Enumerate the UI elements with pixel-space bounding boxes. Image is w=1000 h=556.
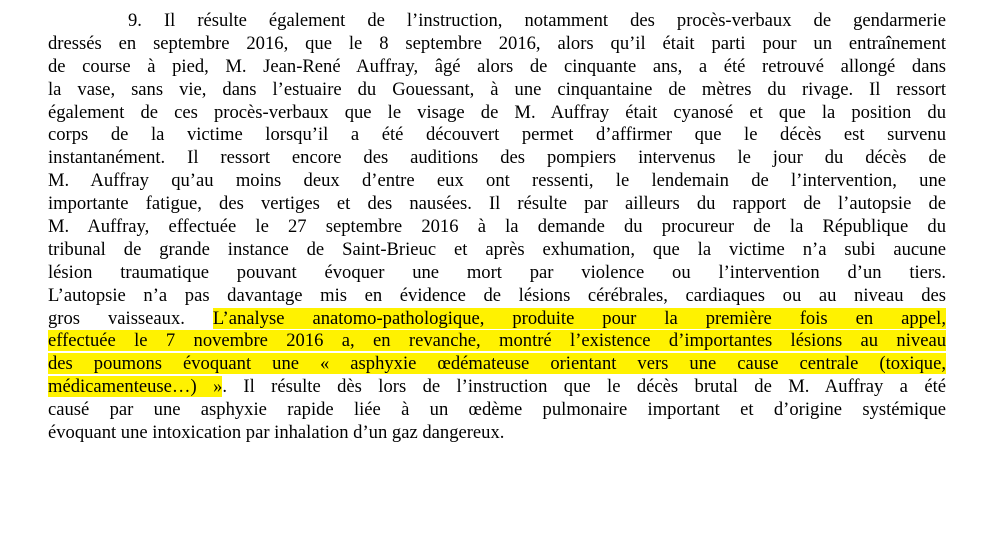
paragraph-number: 9. xyxy=(128,10,164,31)
text-line xyxy=(48,399,946,422)
highlighted-text: des poumons évoquant une « asphyxie œdémateuse orientant vers une cause centrale (toxique, xyxy=(48,353,946,375)
highlighted-text: effectuée le 7 novembre 2016 a, en revanche, montré l’existence d’importantes lésions au niveau xyxy=(48,330,946,352)
text-line xyxy=(48,56,946,79)
text-line xyxy=(48,216,946,239)
text-segment: lésion traumatique pouvant évoquer une mort par violence ou l’intervention d’un tiers. xyxy=(48,261,946,283)
text-line xyxy=(48,10,946,33)
text-line xyxy=(48,422,946,445)
text-line xyxy=(48,193,946,216)
text-segment: L’autopsie n’a pas davantage mis en évidence de lésions cérébrales, cardiaques ou au niveau des xyxy=(48,284,946,306)
text-segment: la vase, sans vie, dans l’estuaire du Gouessant, à une cinquantaine de mètres du rivage. Il ressort xyxy=(48,78,946,100)
text-segment: instantanément. Il ressort encore des auditions des pompiers intervenus le jour du décès de xyxy=(48,147,946,169)
text-line xyxy=(48,330,946,353)
text-segment: dressés en septembre 2016, que le 8 septembre 2016, alors qu’il était parti pour un entraînement xyxy=(48,32,946,54)
text-line xyxy=(48,376,946,399)
text-segment: importante fatigue, des vertiges et des nausées. Il résulte par ailleurs du rapport de l’autopsie de xyxy=(48,193,946,215)
text-segment: M. Auffray, effectuée le 27 septembre 2016 à la demande du procureur de la République du xyxy=(48,216,946,238)
text-line xyxy=(48,33,946,56)
highlighted-text: L’analyse anatomo-pathologique, produite pour la première fois en appel, xyxy=(212,307,946,329)
text-segment: corps de la victime lorsqu’il a été découvert permet d’affirmer que le décès est survenu xyxy=(48,124,946,146)
text-line xyxy=(48,102,946,125)
text-segment: Il résulte également de l’instruction, notamment des procès-verbaux de gendarmerie xyxy=(163,10,946,31)
document-page xyxy=(48,10,946,445)
text-segment: de course à pied, M. Jean-René Auffray, âgé alors de cinquante ans, a été retrouvé allongé dans xyxy=(48,55,946,77)
text-line xyxy=(48,262,946,285)
text-line xyxy=(48,147,946,170)
text-segment: causé par une asphyxie rapide liée à un œdème pulmonaire important et d’origine systémique xyxy=(48,399,946,421)
text-line xyxy=(48,353,946,376)
paragraph-9 xyxy=(48,10,946,445)
highlighted-text: médicamenteuse…) » xyxy=(48,376,223,398)
text-segment: M. Auffray qu’au moins deux d’entre eux ont ressenti, le lendemain de l’intervention, une xyxy=(48,170,946,192)
text-segment: tribunal de grande instance de Saint-Brieuc et après exhumation, que la victime n’a subi aucune xyxy=(48,238,946,260)
text-line xyxy=(48,308,946,331)
text-line xyxy=(48,239,946,262)
text-segment: gros vaisseaux. xyxy=(48,307,213,329)
text-line xyxy=(48,285,946,308)
text-segment: . Il résulte dès lors de l’instruction que le décès brutal de M. Auffray a été xyxy=(222,376,946,398)
text-line xyxy=(48,124,946,147)
text-line xyxy=(48,170,946,193)
text-segment: évoquant une intoxication par inhalation d’un gaz dangereux. xyxy=(48,422,505,444)
text-segment: également de ces procès-verbaux que le visage de M. Auffray était cyanosé et que la position du xyxy=(48,101,946,123)
text-line xyxy=(48,79,946,102)
